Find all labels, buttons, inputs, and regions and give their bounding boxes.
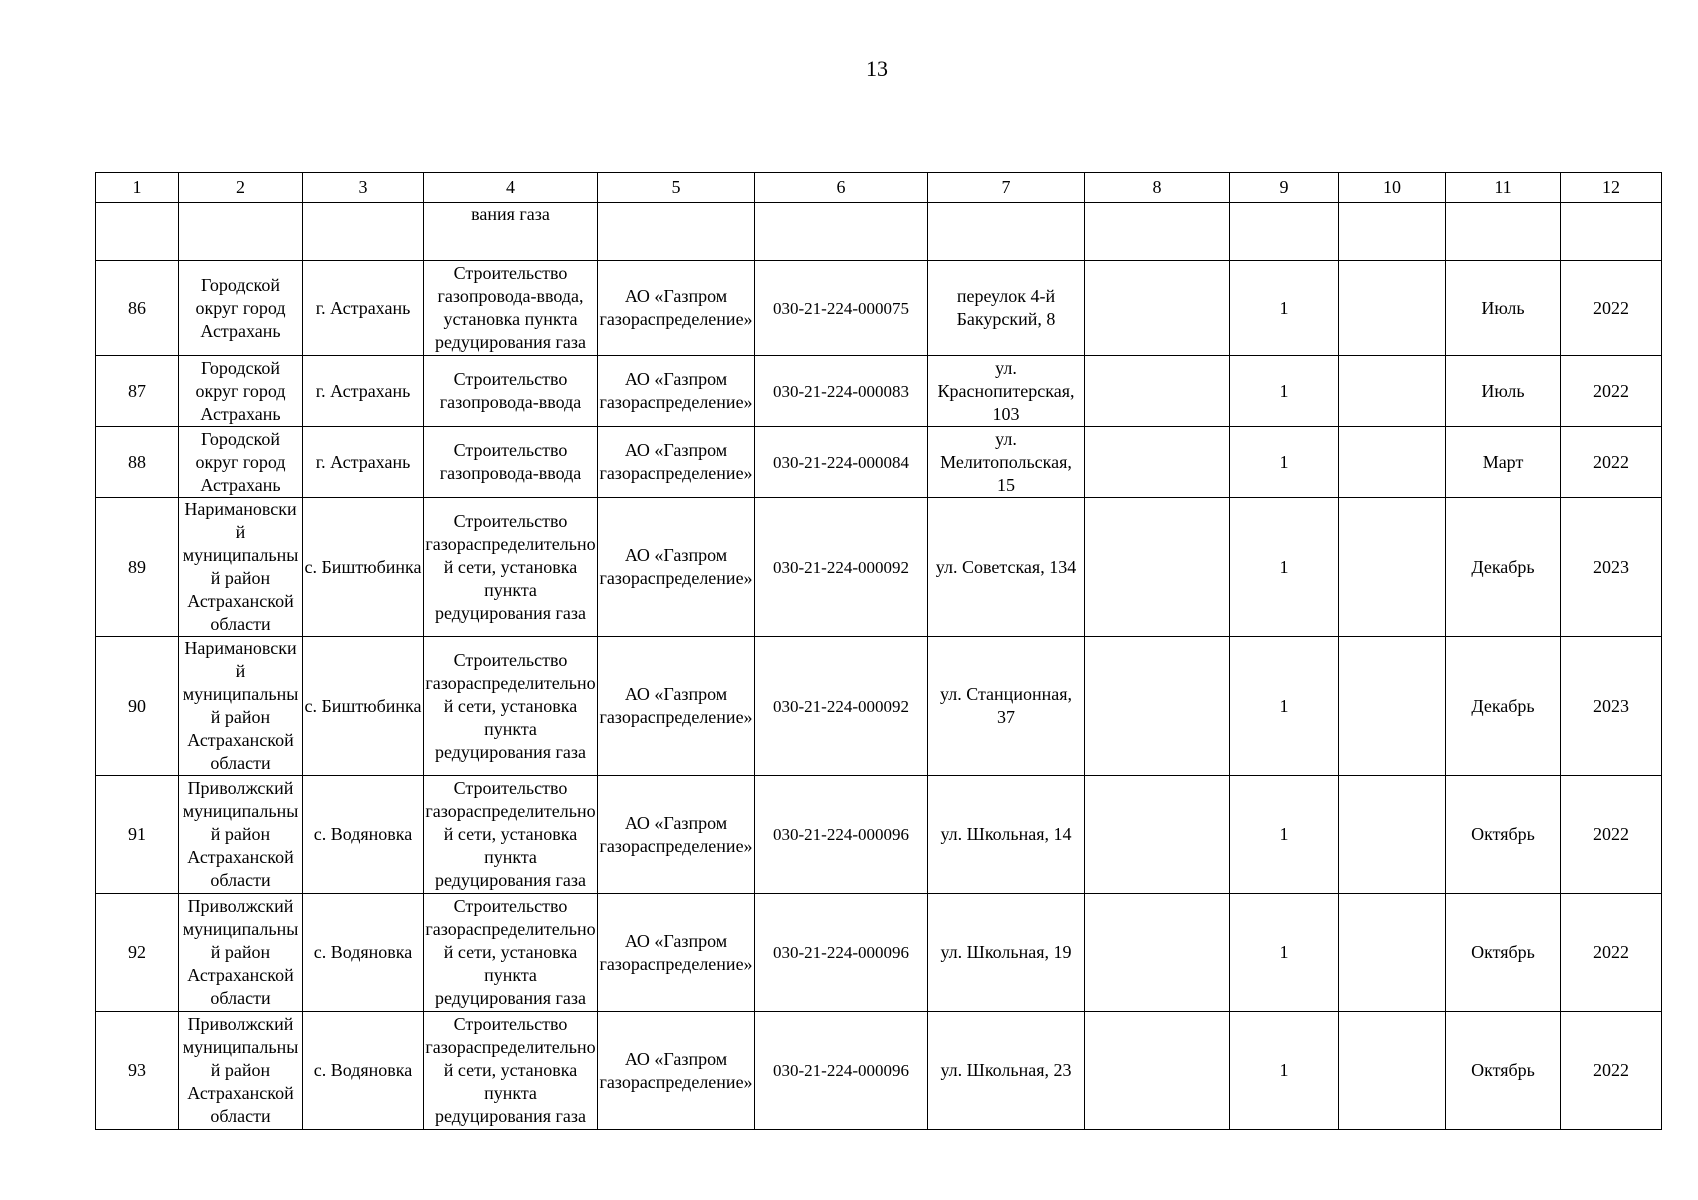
year-cell: 2022 — [1561, 1012, 1662, 1130]
column-number: 3 — [303, 173, 424, 203]
organization-cell: АО «Газпром газораспределение» — [598, 261, 755, 356]
month-cell: Октябрь — [1446, 894, 1561, 1012]
organization-cell: АО «Газпром газораспределение» — [598, 1012, 755, 1130]
row-number-cell: 90 — [96, 637, 179, 776]
empty-cell — [1339, 1012, 1446, 1130]
count-cell: 1 — [1230, 1012, 1339, 1130]
table-row — [96, 427, 1662, 498]
work-cell: Строительство газопровода-ввода, установка пункта редуцирования газа — [424, 261, 598, 356]
count-cell: 1 — [1230, 427, 1339, 498]
row-number-cell: 93 — [96, 1012, 179, 1130]
organization-cell: АО «Газпром газораспределение» — [598, 776, 755, 894]
district-cell: Наримановский муниципальный район Астраханской области — [179, 637, 303, 776]
settlement-cell: г. Астрахань — [303, 356, 424, 427]
empty-cell — [1085, 637, 1230, 776]
column-number-row — [96, 173, 1662, 203]
work-cell: Строительство газопровода-ввода — [424, 427, 598, 498]
count-cell: 1 — [1230, 637, 1339, 776]
code-cell: 030-21-224-000096 — [755, 776, 928, 894]
table-row — [96, 894, 1662, 1012]
settlement-cell: с. Биштюбинка — [303, 637, 424, 776]
empty-cell — [1561, 203, 1662, 261]
empty-cell — [1085, 894, 1230, 1012]
data-table — [95, 172, 1662, 1130]
column-number: 1 — [96, 173, 179, 203]
settlement-cell: с. Водяновка — [303, 894, 424, 1012]
row-number-cell: 91 — [96, 776, 179, 894]
column-number: 2 — [179, 173, 303, 203]
empty-cell — [1339, 356, 1446, 427]
year-cell: 2022 — [1561, 356, 1662, 427]
empty-cell — [96, 203, 179, 261]
work-cell: Строительство газораспределительной сети, установка пункта редуцирования газа — [424, 1012, 598, 1130]
row-number-cell: 89 — [96, 498, 179, 637]
code-cell: 030-21-224-000096 — [755, 894, 928, 1012]
table-row — [96, 776, 1662, 894]
organization-cell: АО «Газпром газораспределение» — [598, 637, 755, 776]
empty-cell — [1085, 498, 1230, 637]
column-number: 9 — [1230, 173, 1339, 203]
count-cell: 1 — [1230, 894, 1339, 1012]
settlement-cell: г. Астрахань — [303, 261, 424, 356]
settlement-cell: с. Водяновка — [303, 776, 424, 894]
table-row — [96, 1012, 1662, 1130]
organization-cell: АО «Газпром газораспределение» — [598, 427, 755, 498]
count-cell: 1 — [1230, 776, 1339, 894]
code-cell: 030-21-224-000083 — [755, 356, 928, 427]
row-number-cell: 87 — [96, 356, 179, 427]
empty-cell — [1339, 498, 1446, 637]
work-cell: Строительство газораспределительной сети, установка пункта редуцирования газа — [424, 776, 598, 894]
organization-cell: АО «Газпром газораспределение» — [598, 894, 755, 1012]
month-cell: Октябрь — [1446, 1012, 1561, 1130]
table-row — [96, 261, 1662, 356]
page-number: 13 — [866, 56, 888, 81]
empty-cell — [928, 203, 1085, 261]
row-number-cell: 86 — [96, 261, 179, 356]
year-cell: 2023 — [1561, 498, 1662, 637]
column-number: 12 — [1561, 173, 1662, 203]
column-number: 7 — [928, 173, 1085, 203]
empty-cell — [1085, 1012, 1230, 1130]
month-cell: Декабрь — [1446, 637, 1561, 776]
code-cell: 030-21-224-000092 — [755, 637, 928, 776]
column-number: 10 — [1339, 173, 1446, 203]
empty-cell — [1230, 203, 1339, 261]
settlement-cell: с. Водяновка — [303, 1012, 424, 1130]
empty-cell — [1085, 203, 1230, 261]
empty-cell — [755, 203, 928, 261]
district-cell: Городской округ город Астрахань — [179, 427, 303, 498]
month-cell: Октябрь — [1446, 776, 1561, 894]
year-cell: 2022 — [1561, 894, 1662, 1012]
code-cell: 030-21-224-000084 — [755, 427, 928, 498]
district-cell: Приволжский муниципальный район Астраханской области — [179, 1012, 303, 1130]
count-cell: 1 — [1230, 498, 1339, 637]
work-cell: Строительство газопровода-ввода — [424, 356, 598, 427]
year-cell: 2022 — [1561, 427, 1662, 498]
empty-cell — [1339, 427, 1446, 498]
address-cell: ул. Краснопитерская, 103 — [928, 356, 1085, 427]
settlement-cell: г. Астрахань — [303, 427, 424, 498]
address-cell: ул. Станционная, 37 — [928, 637, 1085, 776]
year-cell: 2023 — [1561, 637, 1662, 776]
district-cell: Приволжский муниципальный район Астраханской области — [179, 776, 303, 894]
column-number: 11 — [1446, 173, 1561, 203]
empty-cell — [1339, 776, 1446, 894]
table-row — [96, 498, 1662, 637]
month-cell: Июль — [1446, 261, 1561, 356]
empty-cell — [1085, 427, 1230, 498]
address-cell: переулок 4-й Бакурский, 8 — [928, 261, 1085, 356]
work-cell: Строительство газораспределительной сети, установка пункта редуцирования газа — [424, 894, 598, 1012]
organization-cell: АО «Газпром газораспределение» — [598, 498, 755, 637]
empty-cell — [1339, 637, 1446, 776]
address-cell: ул. Школьная, 19 — [928, 894, 1085, 1012]
column-number: 5 — [598, 173, 755, 203]
code-cell: 030-21-224-000096 — [755, 1012, 928, 1130]
empty-cell — [303, 203, 424, 261]
continuation-row — [96, 203, 1662, 261]
month-cell: Декабрь — [1446, 498, 1561, 637]
address-cell: ул. Мелитопольская, 15 — [928, 427, 1085, 498]
empty-cell — [1085, 261, 1230, 356]
empty-cell — [1085, 356, 1230, 427]
month-cell: Июль — [1446, 356, 1561, 427]
row-number-cell: 88 — [96, 427, 179, 498]
code-cell: 030-21-224-000075 — [755, 261, 928, 356]
district-cell: Городской округ город Астрахань — [179, 356, 303, 427]
continued-text-cell: вания газа — [424, 203, 598, 261]
address-cell: ул. Советская, 134 — [928, 498, 1085, 637]
year-cell: 2022 — [1561, 776, 1662, 894]
district-cell: Приволжский муниципальный район Астраханской области — [179, 894, 303, 1012]
empty-cell — [1446, 203, 1561, 261]
empty-cell — [598, 203, 755, 261]
table-row — [96, 637, 1662, 776]
empty-cell — [1085, 776, 1230, 894]
district-cell: Наримановский муниципальный район Астраханской области — [179, 498, 303, 637]
work-cell: Строительство газораспределительной сети, установка пункта редуцирования газа — [424, 637, 598, 776]
month-cell: Март — [1446, 427, 1561, 498]
column-number: 8 — [1085, 173, 1230, 203]
organization-cell: АО «Газпром газораспределение» — [598, 356, 755, 427]
empty-cell — [1339, 894, 1446, 1012]
table-row — [96, 356, 1662, 427]
address-cell: ул. Школьная, 23 — [928, 1012, 1085, 1130]
column-number: 6 — [755, 173, 928, 203]
settlement-cell: с. Биштюбинка — [303, 498, 424, 637]
count-cell: 1 — [1230, 356, 1339, 427]
year-cell: 2022 — [1561, 261, 1662, 356]
count-cell: 1 — [1230, 261, 1339, 356]
row-number-cell: 92 — [96, 894, 179, 1012]
empty-cell — [179, 203, 303, 261]
district-cell: Городской округ город Астрахань — [179, 261, 303, 356]
code-cell: 030-21-224-000092 — [755, 498, 928, 637]
empty-cell — [1339, 261, 1446, 356]
empty-cell — [1339, 203, 1446, 261]
column-number: 4 — [424, 173, 598, 203]
work-cell: Строительство газораспределительной сети, установка пункта редуцирования газа — [424, 498, 598, 637]
address-cell: ул. Школьная, 14 — [928, 776, 1085, 894]
